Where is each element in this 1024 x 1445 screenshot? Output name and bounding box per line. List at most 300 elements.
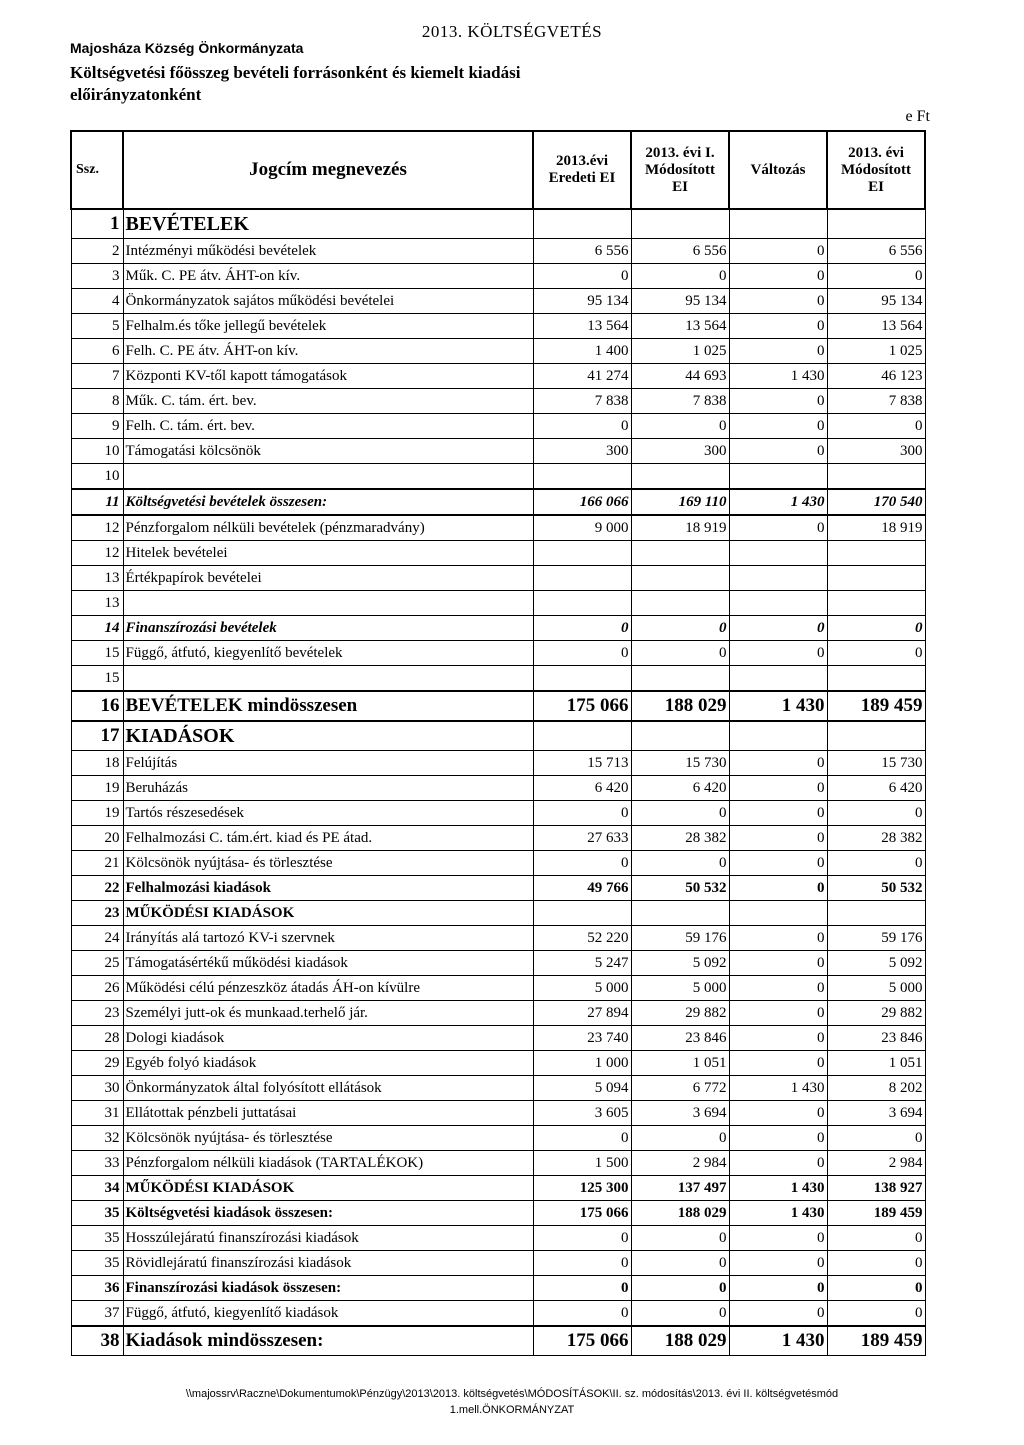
- value-modified-2: 138 927: [827, 1176, 925, 1201]
- value-modified-1: 0: [631, 264, 729, 289]
- table-row: [71, 239, 925, 264]
- row-number: 4: [71, 289, 123, 314]
- row-label: Rövidlejáratú finanszírozási kiadások: [123, 1251, 533, 1276]
- value-change: [729, 666, 827, 692]
- value-modified-1: 300: [631, 439, 729, 464]
- value-change: 0: [729, 314, 827, 339]
- value-modified-2: [827, 721, 925, 751]
- value-change: 0: [729, 1126, 827, 1151]
- row-number: 2: [71, 239, 123, 264]
- table-row: [71, 314, 925, 339]
- value-modified-2: 5 092: [827, 951, 925, 976]
- value-modified-1: [631, 464, 729, 490]
- row-label: Műk. C. PE átv. ÁHT-on kív.: [123, 264, 533, 289]
- value-modified-2: 8 202: [827, 1076, 925, 1101]
- value-modified-2: 3 694: [827, 1101, 925, 1126]
- value-original: 0: [533, 801, 631, 826]
- value-change: 1 430: [729, 489, 827, 515]
- value-modified-1: 3 694: [631, 1101, 729, 1126]
- row-number: 23: [71, 901, 123, 926]
- value-original: 3 605: [533, 1101, 631, 1126]
- row-label: Pénzforgalom nélküli kiadások (TARTALÉKOK): [123, 1151, 533, 1176]
- row-number: 11: [71, 489, 123, 515]
- table-row: [71, 851, 925, 876]
- value-change: 0: [729, 1226, 827, 1251]
- table-row: [71, 801, 925, 826]
- row-label: Felhalm.és tőke jellegű bevételek: [123, 314, 533, 339]
- value-modified-2: 0: [827, 801, 925, 826]
- row-label: Függő, átfutó, kiegyenlítő bevételek: [123, 641, 533, 666]
- value-original: 1 500: [533, 1151, 631, 1176]
- row-number: 25: [71, 951, 123, 976]
- row-number: 15: [71, 666, 123, 692]
- value-change: [729, 566, 827, 591]
- value-modified-2: 0: [827, 851, 925, 876]
- row-label: Értékpapírok bevételei: [123, 566, 533, 591]
- row-label: Felhalmozási C. tám.ért. kiad és PE átad.: [123, 826, 533, 851]
- table-row: [71, 439, 925, 464]
- table-row: [71, 1251, 925, 1276]
- table-row: [71, 721, 925, 751]
- row-number: 19: [71, 801, 123, 826]
- value-change: 0: [729, 616, 827, 641]
- row-number: 13: [71, 566, 123, 591]
- value-modified-1: 6 556: [631, 239, 729, 264]
- value-modified-1: 188 029: [631, 691, 729, 721]
- value-original: 125 300: [533, 1176, 631, 1201]
- row-number: 34: [71, 1176, 123, 1201]
- value-change: 0: [729, 1151, 827, 1176]
- value-original: 0: [533, 1251, 631, 1276]
- value-modified-2: 0: [827, 414, 925, 439]
- row-label: Egyéb folyó kiadások: [123, 1051, 533, 1076]
- value-modified-1: 7 838: [631, 389, 729, 414]
- value-change: 0: [729, 876, 827, 901]
- value-modified-1: 5 092: [631, 951, 729, 976]
- value-change: [729, 464, 827, 490]
- table-row: [71, 414, 925, 439]
- table-row: [71, 1151, 925, 1176]
- row-label: Támogatási kölcsönök: [123, 439, 533, 464]
- row-number: 20: [71, 826, 123, 851]
- value-original: 1 000: [533, 1051, 631, 1076]
- row-label: Kiadások mindösszesen:: [123, 1326, 533, 1356]
- table-row: [71, 339, 925, 364]
- value-original: 52 220: [533, 926, 631, 951]
- row-label: Irányítás alá tartozó KV-i szervnek: [123, 926, 533, 951]
- table-row: [71, 541, 925, 566]
- value-change: [729, 209, 827, 239]
- value-change: [729, 721, 827, 751]
- row-number: 28: [71, 1026, 123, 1051]
- row-number: 6: [71, 339, 123, 364]
- header-modified-2-line3: EI: [868, 178, 884, 195]
- value-modified-1: 95 134: [631, 289, 729, 314]
- value-modified-1: 1 051: [631, 1051, 729, 1076]
- value-change: 0: [729, 289, 827, 314]
- value-modified-1: 5 000: [631, 976, 729, 1001]
- value-modified-1: 59 176: [631, 926, 729, 951]
- row-label: Ellátottak pénzbeli juttatásai: [123, 1101, 533, 1126]
- table-row: [71, 1026, 925, 1051]
- value-modified-2: 0: [827, 1276, 925, 1301]
- value-modified-1: 1 025: [631, 339, 729, 364]
- row-label: Költségvetési kiadások összesen:: [123, 1201, 533, 1226]
- row-label: Intézményi működési bevételek: [123, 239, 533, 264]
- row-number: 15: [71, 641, 123, 666]
- value-change: 0: [729, 1301, 827, 1327]
- row-label: [123, 666, 533, 692]
- value-original: 166 066: [533, 489, 631, 515]
- row-number: 35: [71, 1251, 123, 1276]
- value-change: 0: [729, 515, 827, 541]
- value-original: 0: [533, 1276, 631, 1301]
- value-modified-1: 15 730: [631, 751, 729, 776]
- table-row: [71, 209, 925, 239]
- row-label: Dologi kiadások: [123, 1026, 533, 1051]
- table-row: [71, 826, 925, 851]
- value-modified-1: 6 772: [631, 1076, 729, 1101]
- table-row: [71, 1176, 925, 1201]
- row-label: Műk. C. tám. ért. bev.: [123, 389, 533, 414]
- value-modified-2: 5 000: [827, 976, 925, 1001]
- row-label: Finanszírozási kiadások összesen:: [123, 1276, 533, 1301]
- value-original: [533, 591, 631, 616]
- value-change: 0: [729, 1001, 827, 1026]
- row-number: 12: [71, 515, 123, 541]
- row-number: 26: [71, 976, 123, 1001]
- table-row: [71, 876, 925, 901]
- value-modified-1: 188 029: [631, 1201, 729, 1226]
- header-modified-1-line3: EI: [672, 178, 688, 195]
- value-modified-1: 50 532: [631, 876, 729, 901]
- row-number: 23: [71, 1001, 123, 1026]
- value-modified-2: 0: [827, 1301, 925, 1327]
- header-original-line1: 2013.évi: [555, 153, 609, 169]
- value-modified-1: 169 110: [631, 489, 729, 515]
- row-number: 32: [71, 1126, 123, 1151]
- row-label: MŰKÖDÉSI KIADÁSOK: [123, 901, 533, 926]
- value-modified-2: 46 123: [827, 364, 925, 389]
- row-label: KIADÁSOK: [123, 721, 533, 751]
- value-modified-2: 0: [827, 264, 925, 289]
- table-row: [71, 1001, 925, 1026]
- row-number: 29: [71, 1051, 123, 1076]
- value-change: [729, 541, 827, 566]
- value-original: 0: [533, 414, 631, 439]
- value-change: 1 430: [729, 1201, 827, 1226]
- value-modified-1: 188 029: [631, 1326, 729, 1356]
- table-row: [71, 951, 925, 976]
- row-number: 31: [71, 1101, 123, 1126]
- unit-label: e Ft: [905, 108, 930, 125]
- value-change: 0: [729, 976, 827, 1001]
- value-modified-2: 50 532: [827, 876, 925, 901]
- value-change: 0: [729, 239, 827, 264]
- row-number: 3: [71, 264, 123, 289]
- row-number: 37: [71, 1301, 123, 1327]
- table-row: [71, 751, 925, 776]
- file-path-footer: [0, 1386, 1024, 1418]
- value-modified-1: 0: [631, 641, 729, 666]
- value-change: 1 430: [729, 364, 827, 389]
- value-modified-2: 23 846: [827, 1026, 925, 1051]
- table-row: [71, 616, 925, 641]
- table-row: [71, 776, 925, 801]
- value-original: 95 134: [533, 289, 631, 314]
- value-change: 0: [729, 264, 827, 289]
- row-number: 17: [71, 721, 123, 751]
- value-modified-2: 189 459: [827, 1201, 925, 1226]
- table-row: [71, 389, 925, 414]
- row-number: 30: [71, 1076, 123, 1101]
- value-modified-1: 0: [631, 1276, 729, 1301]
- value-modified-1: 28 382: [631, 826, 729, 851]
- value-original: 27 633: [533, 826, 631, 851]
- row-number: 10: [71, 439, 123, 464]
- value-modified-1: [631, 591, 729, 616]
- value-change: 0: [729, 641, 827, 666]
- row-number: 16: [71, 691, 123, 721]
- value-original: 9 000: [533, 515, 631, 541]
- value-modified-2: 1 025: [827, 339, 925, 364]
- row-number: 9: [71, 414, 123, 439]
- value-change: 0: [729, 1276, 827, 1301]
- row-label: Felh. C. PE átv. ÁHT-on kív.: [123, 339, 533, 364]
- value-modified-2: 1 051: [827, 1051, 925, 1076]
- value-modified-2: 6 420: [827, 776, 925, 801]
- value-original: 41 274: [533, 364, 631, 389]
- table-row: [71, 1301, 925, 1327]
- row-label: BEVÉTELEK mindösszesen: [123, 691, 533, 721]
- row-number: 33: [71, 1151, 123, 1176]
- header-modified-1-line2: Módosított: [645, 161, 715, 178]
- row-label: BEVÉTELEK: [123, 209, 533, 239]
- table-row: [71, 515, 925, 541]
- row-number: 24: [71, 926, 123, 951]
- row-label: Költségvetési bevételek összesen:: [123, 489, 533, 515]
- table-row: [71, 1201, 925, 1226]
- value-modified-2: 95 134: [827, 289, 925, 314]
- row-number: 18: [71, 751, 123, 776]
- value-modified-2: [827, 591, 925, 616]
- table-row: [71, 1076, 925, 1101]
- footer-path: \\majossrv\Raczne\Dokumentumok\Pénzügy\2013\2013. költségvetés\MÓDOSÍTÁSOK\II. sz. módosítás\2013. évi II. költségvetésmód: [185, 1388, 839, 1400]
- value-change: 1 430: [729, 1076, 827, 1101]
- row-label: Függő, átfutó, kiegyenlítő kiadások: [123, 1301, 533, 1327]
- value-modified-2: 189 459: [827, 1326, 925, 1356]
- value-original: [533, 209, 631, 239]
- table-row: [71, 666, 925, 692]
- header-original: [533, 131, 631, 209]
- row-number: 5: [71, 314, 123, 339]
- value-change: 0: [729, 1251, 827, 1276]
- value-change: 0: [729, 339, 827, 364]
- value-change: 0: [729, 1051, 827, 1076]
- value-modified-2: 189 459: [827, 691, 925, 721]
- value-modified-1: [631, 209, 729, 239]
- row-label: [123, 591, 533, 616]
- value-change: 1 430: [729, 1176, 827, 1201]
- row-number: 35: [71, 1226, 123, 1251]
- value-original: 7 838: [533, 389, 631, 414]
- value-modified-1: 0: [631, 1301, 729, 1327]
- value-change: 0: [729, 1101, 827, 1126]
- value-modified-1: 2 984: [631, 1151, 729, 1176]
- row-label: Önkormányzatok által folyósított ellátások: [123, 1076, 533, 1101]
- budget-table: [70, 130, 926, 1356]
- value-modified-2: 18 919: [827, 515, 925, 541]
- value-original: 175 066: [533, 691, 631, 721]
- value-original: 0: [533, 1226, 631, 1251]
- row-number: 7: [71, 364, 123, 389]
- value-original: [533, 541, 631, 566]
- document-subtitle: Költségvetési főösszeg bevételi forrásonként és kiemelt kiadási előirányzatonként: [70, 63, 521, 104]
- value-original: 23 740: [533, 1026, 631, 1051]
- value-change: 1 430: [729, 1326, 827, 1356]
- value-modified-2: 59 176: [827, 926, 925, 951]
- value-change: 0: [729, 414, 827, 439]
- table-row: [71, 264, 925, 289]
- value-original: 175 066: [533, 1201, 631, 1226]
- value-change: 0: [729, 951, 827, 976]
- header-original-line2: Eredeti EI: [548, 170, 616, 186]
- row-number: 14: [71, 616, 123, 641]
- row-number: 12: [71, 541, 123, 566]
- value-original: [533, 464, 631, 490]
- table-row: [71, 691, 925, 721]
- value-modified-1: [631, 901, 729, 926]
- value-original: 0: [533, 851, 631, 876]
- table-row: [71, 364, 925, 389]
- table-row: [71, 901, 925, 926]
- table-row: [71, 1051, 925, 1076]
- table-row: [71, 1326, 925, 1356]
- value-modified-1: 18 919: [631, 515, 729, 541]
- value-change: 0: [729, 389, 827, 414]
- row-label: Személyi jutt-ok és munkaad.terhelő jár.: [123, 1001, 533, 1026]
- value-original: 13 564: [533, 314, 631, 339]
- value-change: 0: [729, 751, 827, 776]
- value-modified-2: 7 838: [827, 389, 925, 414]
- row-number: 13: [71, 591, 123, 616]
- value-modified-1: 23 846: [631, 1026, 729, 1051]
- value-modified-2: 0: [827, 1251, 925, 1276]
- value-modified-2: 29 882: [827, 1001, 925, 1026]
- value-modified-1: 13 564: [631, 314, 729, 339]
- table-row: [71, 1101, 925, 1126]
- header-modified-1: [631, 131, 729, 209]
- value-original: 5 247: [533, 951, 631, 976]
- value-original: [533, 721, 631, 751]
- value-modified-2: 15 730: [827, 751, 925, 776]
- row-label: Önkormányzatok sajátos működési bevételei: [123, 289, 533, 314]
- table-row: [71, 289, 925, 314]
- value-change: 0: [729, 776, 827, 801]
- table-row: [71, 1126, 925, 1151]
- row-label: Kölcsönök nyújtása- és törlesztése: [123, 851, 533, 876]
- value-modified-1: [631, 666, 729, 692]
- value-original: 5 094: [533, 1076, 631, 1101]
- value-modified-2: 170 540: [827, 489, 925, 515]
- header-modified-2-line1: 2013. évi: [848, 144, 904, 161]
- header-modified-2: [827, 131, 925, 209]
- header-modified-1-line1: 2013. évi I.: [645, 144, 715, 161]
- row-number: 19: [71, 776, 123, 801]
- value-change: [729, 591, 827, 616]
- row-label: Tartós részesedések: [123, 801, 533, 826]
- row-label: Hosszúlejáratú finanszírozási kiadások: [123, 1226, 533, 1251]
- row-label: Felhalmozási kiadások: [123, 876, 533, 901]
- value-change: 0: [729, 926, 827, 951]
- table-row: [71, 566, 925, 591]
- value-modified-2: [827, 901, 925, 926]
- table-header-row: [71, 131, 925, 209]
- row-number: 8: [71, 389, 123, 414]
- value-change: 0: [729, 1026, 827, 1051]
- value-modified-2: 0: [827, 641, 925, 666]
- header-modified-2-line2: Módosított: [841, 161, 911, 178]
- value-modified-2: 28 382: [827, 826, 925, 851]
- row-label: Központi KV-től kapott támogatások: [123, 364, 533, 389]
- organization-name: Majosháza Község Önkormányzata: [70, 40, 304, 56]
- table-row: [71, 976, 925, 1001]
- row-number: 38: [71, 1326, 123, 1356]
- row-number: 35: [71, 1201, 123, 1226]
- value-modified-2: [827, 566, 925, 591]
- value-modified-2: 6 556: [827, 239, 925, 264]
- value-modified-2: [827, 209, 925, 239]
- table-row: [71, 591, 925, 616]
- value-change: [729, 901, 827, 926]
- row-label: Finanszírozási bevételek: [123, 616, 533, 641]
- row-number: 36: [71, 1276, 123, 1301]
- value-original: 49 766: [533, 876, 631, 901]
- value-original: 5 000: [533, 976, 631, 1001]
- value-modified-1: 0: [631, 851, 729, 876]
- value-modified-2: [827, 666, 925, 692]
- table-row: [71, 1276, 925, 1301]
- row-label: Beruházás: [123, 776, 533, 801]
- value-modified-1: 0: [631, 616, 729, 641]
- row-number: 21: [71, 851, 123, 876]
- value-modified-2: 0: [827, 616, 925, 641]
- value-change: 0: [729, 851, 827, 876]
- row-label: Kölcsönök nyújtása- és törlesztése: [123, 1126, 533, 1151]
- value-change: 1 430: [729, 691, 827, 721]
- footer-sheet: 1.mell.ÖNKORMÁNYZAT: [449, 1404, 575, 1416]
- table-row: [71, 926, 925, 951]
- row-label: [123, 464, 533, 490]
- value-modified-1: [631, 721, 729, 751]
- table-row: [71, 489, 925, 515]
- row-label: Működési célú pénzeszköz átadás ÁH-on kívülre: [123, 976, 533, 1001]
- value-modified-1: 0: [631, 1226, 729, 1251]
- value-original: 27 894: [533, 1001, 631, 1026]
- value-modified-2: 2 984: [827, 1151, 925, 1176]
- value-original: [533, 566, 631, 591]
- value-modified-1: 0: [631, 1251, 729, 1276]
- value-modified-2: 0: [827, 1226, 925, 1251]
- value-modified-2: 0: [827, 1126, 925, 1151]
- value-change: 0: [729, 801, 827, 826]
- value-modified-1: 6 420: [631, 776, 729, 801]
- value-modified-2: [827, 541, 925, 566]
- value-original: 1 400: [533, 339, 631, 364]
- row-number: 22: [71, 876, 123, 901]
- value-modified-2: 300: [827, 439, 925, 464]
- row-label: Felújítás: [123, 751, 533, 776]
